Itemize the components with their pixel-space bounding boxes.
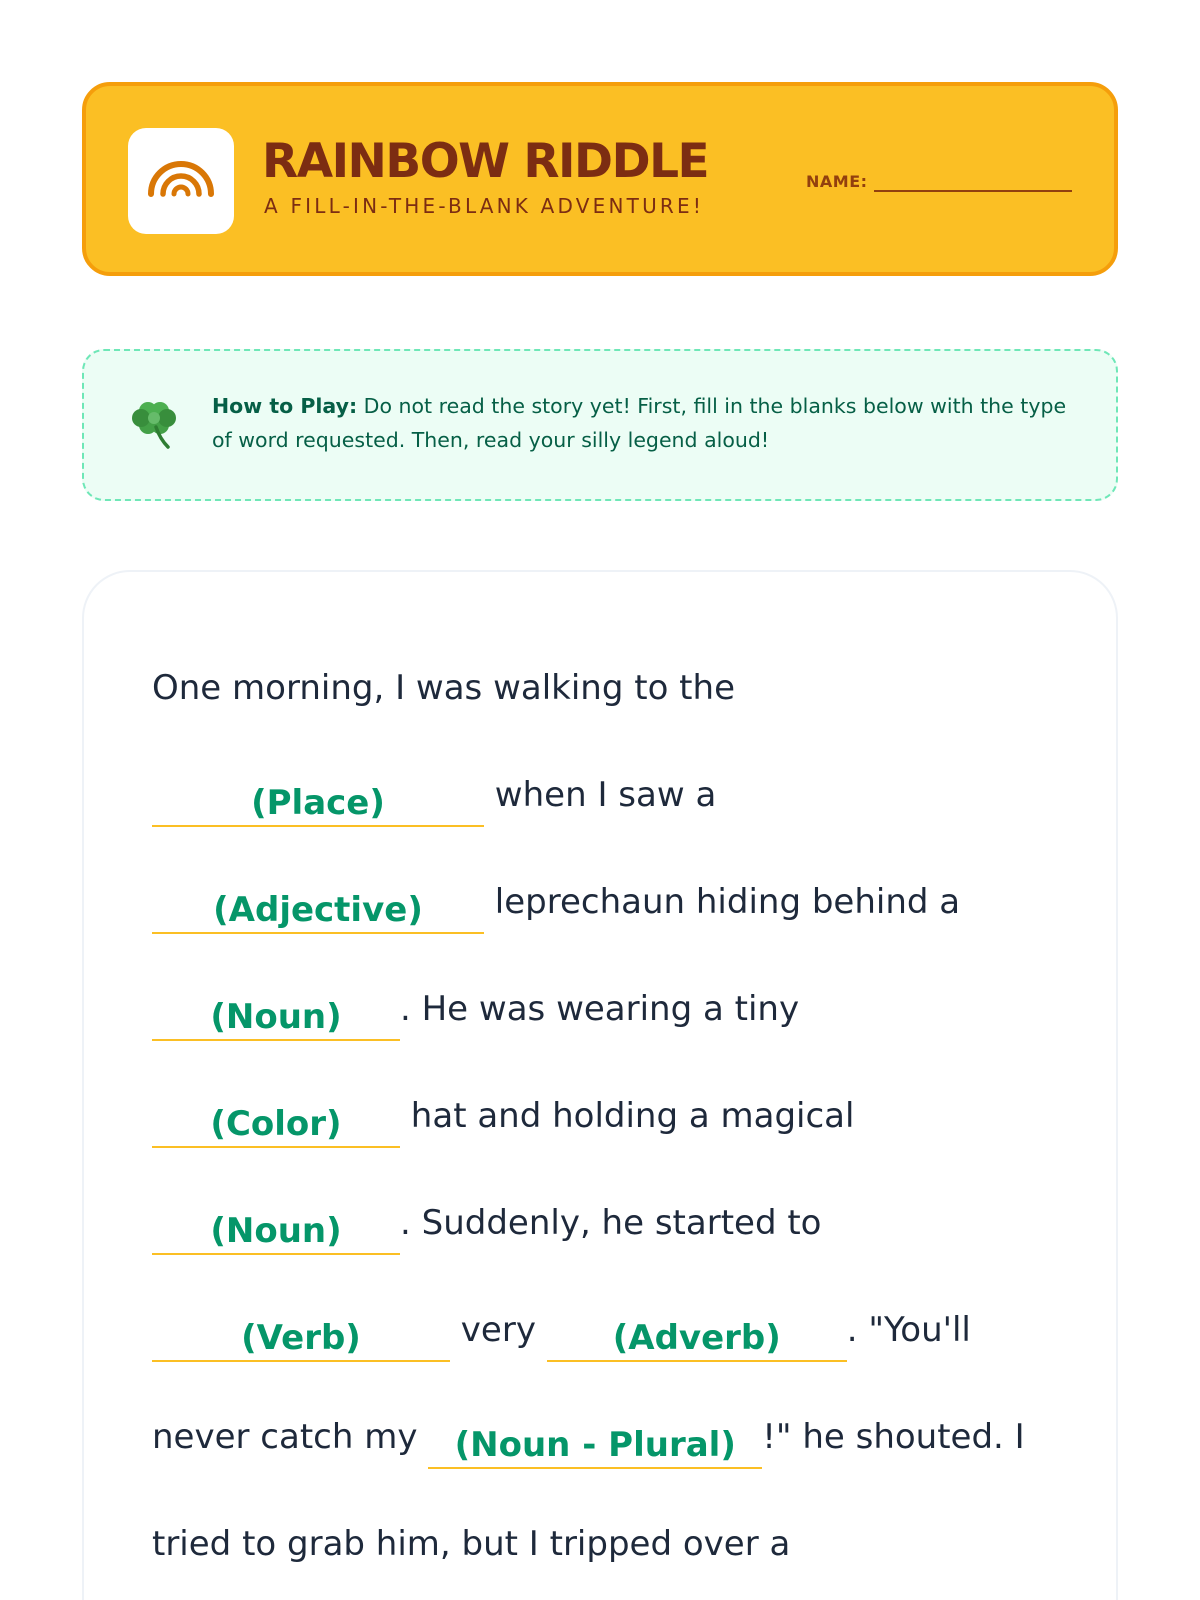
instructions-text bbox=[212, 389, 1082, 457]
story-text-segment: . He was wearing a tiny bbox=[400, 989, 800, 1029]
story-text-segment: . "You'll bbox=[846, 1310, 971, 1350]
story-line bbox=[152, 956, 1052, 1063]
blank-noun[interactable]: (Noun) bbox=[152, 997, 400, 1041]
blank-noun[interactable]: (Noun) bbox=[152, 1211, 400, 1255]
story-line bbox=[152, 1170, 1052, 1277]
worksheet-title: RAINBOW RIDDLE bbox=[262, 134, 709, 189]
header-banner bbox=[82, 82, 1118, 276]
story-line bbox=[152, 635, 1052, 742]
blank-color[interactable]: (Color) bbox=[152, 1104, 400, 1148]
story-line bbox=[152, 742, 1052, 849]
story-text-segment: tried to grab him, but I tripped over a bbox=[152, 1524, 791, 1564]
blank-adverb[interactable]: (Adverb) bbox=[547, 1318, 847, 1362]
rainbow-icon bbox=[128, 128, 234, 234]
story-text-segment: . Suddenly, he started to bbox=[400, 1203, 822, 1243]
worksheet-subtitle: A FILL-IN-THE-BLANK ADVENTURE! bbox=[264, 194, 705, 218]
instructions-body: Do not read the story yet! First, fill in the blanks below with the type of word requested. Then, read your silly legend aloud! bbox=[212, 394, 1067, 452]
logo-tile bbox=[128, 128, 234, 234]
story-text-segment: !" he shouted. I bbox=[762, 1417, 1025, 1457]
story-line bbox=[152, 849, 1052, 956]
story-text-segment: leprechaun hiding behind a bbox=[484, 882, 961, 922]
story-text-segment: when I saw a bbox=[484, 775, 717, 815]
story-text-segment: hat and holding a magical bbox=[400, 1096, 855, 1136]
blank-verb[interactable]: (Verb) bbox=[152, 1318, 450, 1362]
story-line bbox=[152, 1277, 1052, 1384]
story-card bbox=[82, 570, 1118, 1600]
story-text-segment: very bbox=[450, 1310, 547, 1350]
instructions-label: How to Play: bbox=[212, 394, 358, 418]
story-text-segment: never catch my bbox=[152, 1417, 429, 1457]
blank-place[interactable]: (Place) bbox=[152, 783, 484, 827]
name-line bbox=[874, 174, 1072, 192]
name-label: NAME: bbox=[806, 172, 868, 191]
name-field bbox=[806, 172, 1072, 192]
story-text-segment: One morning, I was walking to the bbox=[152, 668, 735, 708]
story-line bbox=[152, 1491, 1052, 1598]
instructions-box bbox=[82, 349, 1118, 501]
story-text bbox=[152, 635, 1052, 1598]
blank-noun-plural[interactable]: (Noun - Plural) bbox=[428, 1425, 762, 1469]
blank-adjective[interactable]: (Adjective) bbox=[152, 890, 484, 934]
story-line bbox=[152, 1384, 1052, 1491]
four-leaf-clover-icon bbox=[126, 395, 184, 453]
story-line bbox=[152, 1063, 1052, 1170]
